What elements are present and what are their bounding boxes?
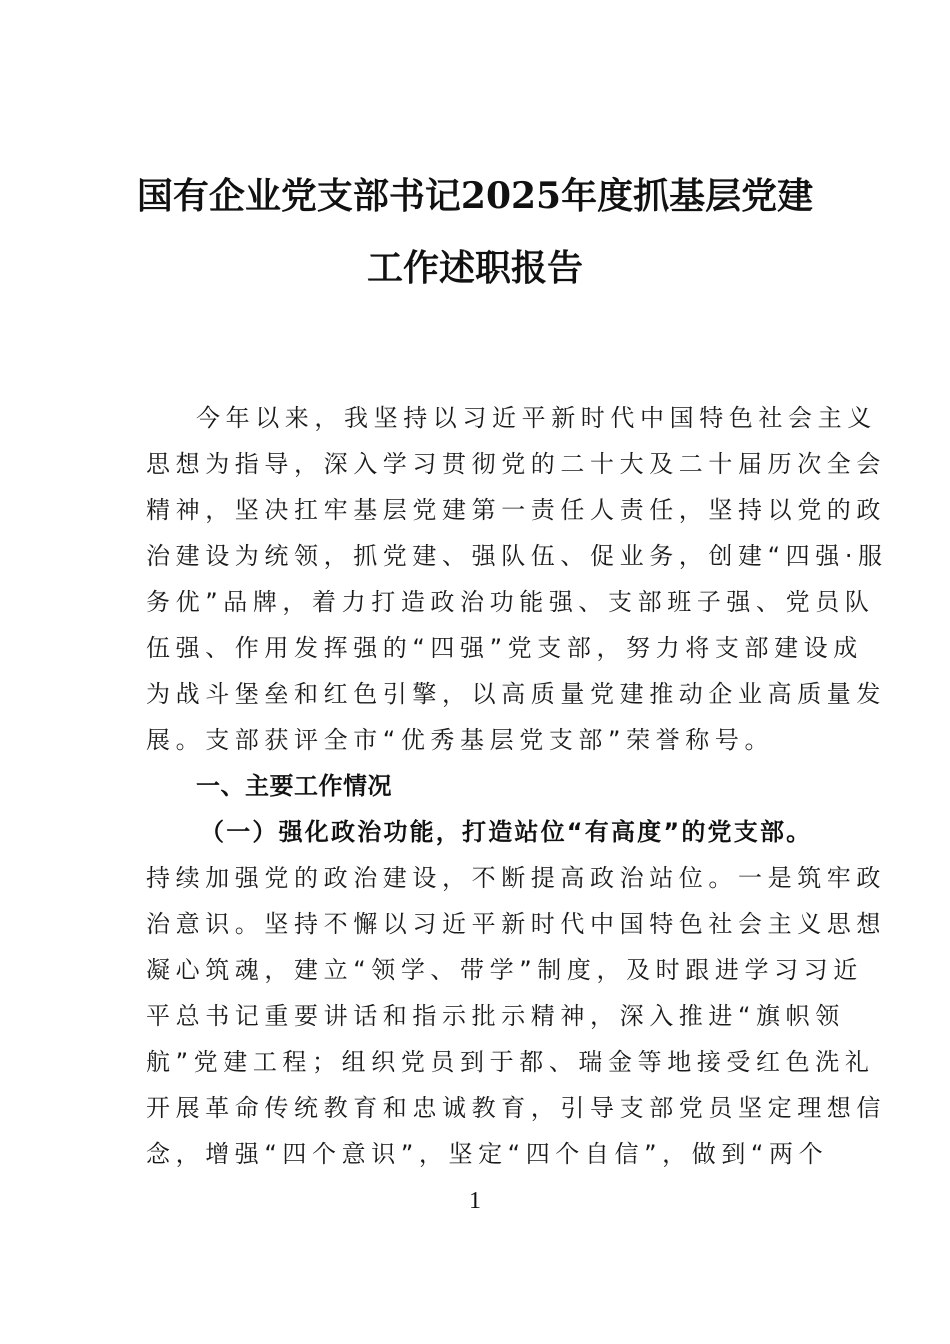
intro-paragraph-line: 思想为指导，深入学习贯彻党的二十大及二十届历次全会: [146, 450, 886, 478]
section-paragraph-line: 平总书记重要讲话和指示批示精神，深入推进“旗帜领: [146, 1002, 845, 1030]
section-paragraph-line: 治意识。坚持不懈以习近平新时代中国特色社会主义思想: [146, 910, 886, 938]
intro-paragraph-line: 为战斗堡垒和红色引擎，以高质量党建推动企业高质量发: [146, 680, 886, 708]
intro-paragraph-line: 伍强、作用发挥强的“四强”党支部，努力将支部建设成: [146, 634, 863, 662]
section-paragraph-line: 凝心筑魂，建立“领学、带学”制度，及时跟进学习习近: [146, 956, 863, 984]
section-heading: 一、主要工作情况: [196, 772, 392, 800]
intro-paragraph-line: 治建设为统领，抓党建、强队伍、促业务，创建“四强·服: [146, 542, 888, 570]
section-paragraph-line: 航”党建工程；组织党员到于都、瑞金等地接受红色洗礼: [146, 1048, 875, 1076]
intro-paragraph-line: 精神，坚决扛牢基层党建第一责任人责任，坚持以党的政: [146, 496, 886, 524]
section-paragraph-line: 念，增强“四个意识”，坚定“四个自信”，做到“两个: [146, 1140, 829, 1168]
page-number: 1: [469, 1188, 481, 1214]
document-title-line-1: 国有企业党支部书记2025年度抓基层党建: [136, 175, 814, 217]
intro-paragraph-line: 务优”品牌，着力打造政治功能强、支部班子强、党员队: [146, 588, 875, 616]
intro-paragraph-line: 今年以来，我坚持以习近平新时代中国特色社会主义: [196, 404, 877, 432]
document-title-line-2: 工作述职报告: [366, 247, 583, 289]
subsection-heading: （一）强化政治功能，打造站位“有高度”的党支部。: [200, 818, 813, 846]
section-paragraph-line: 开展革命传统教育和忠诚教育，引导支部党员坚定理想信: [146, 1094, 886, 1122]
section-paragraph-line: 持续加强党的政治建设，不断提高政治站位。一是筑牢政: [146, 864, 886, 892]
intro-paragraph-line: 展。支部获评全市“优秀基层党支部”荣誉称号。: [146, 726, 775, 754]
